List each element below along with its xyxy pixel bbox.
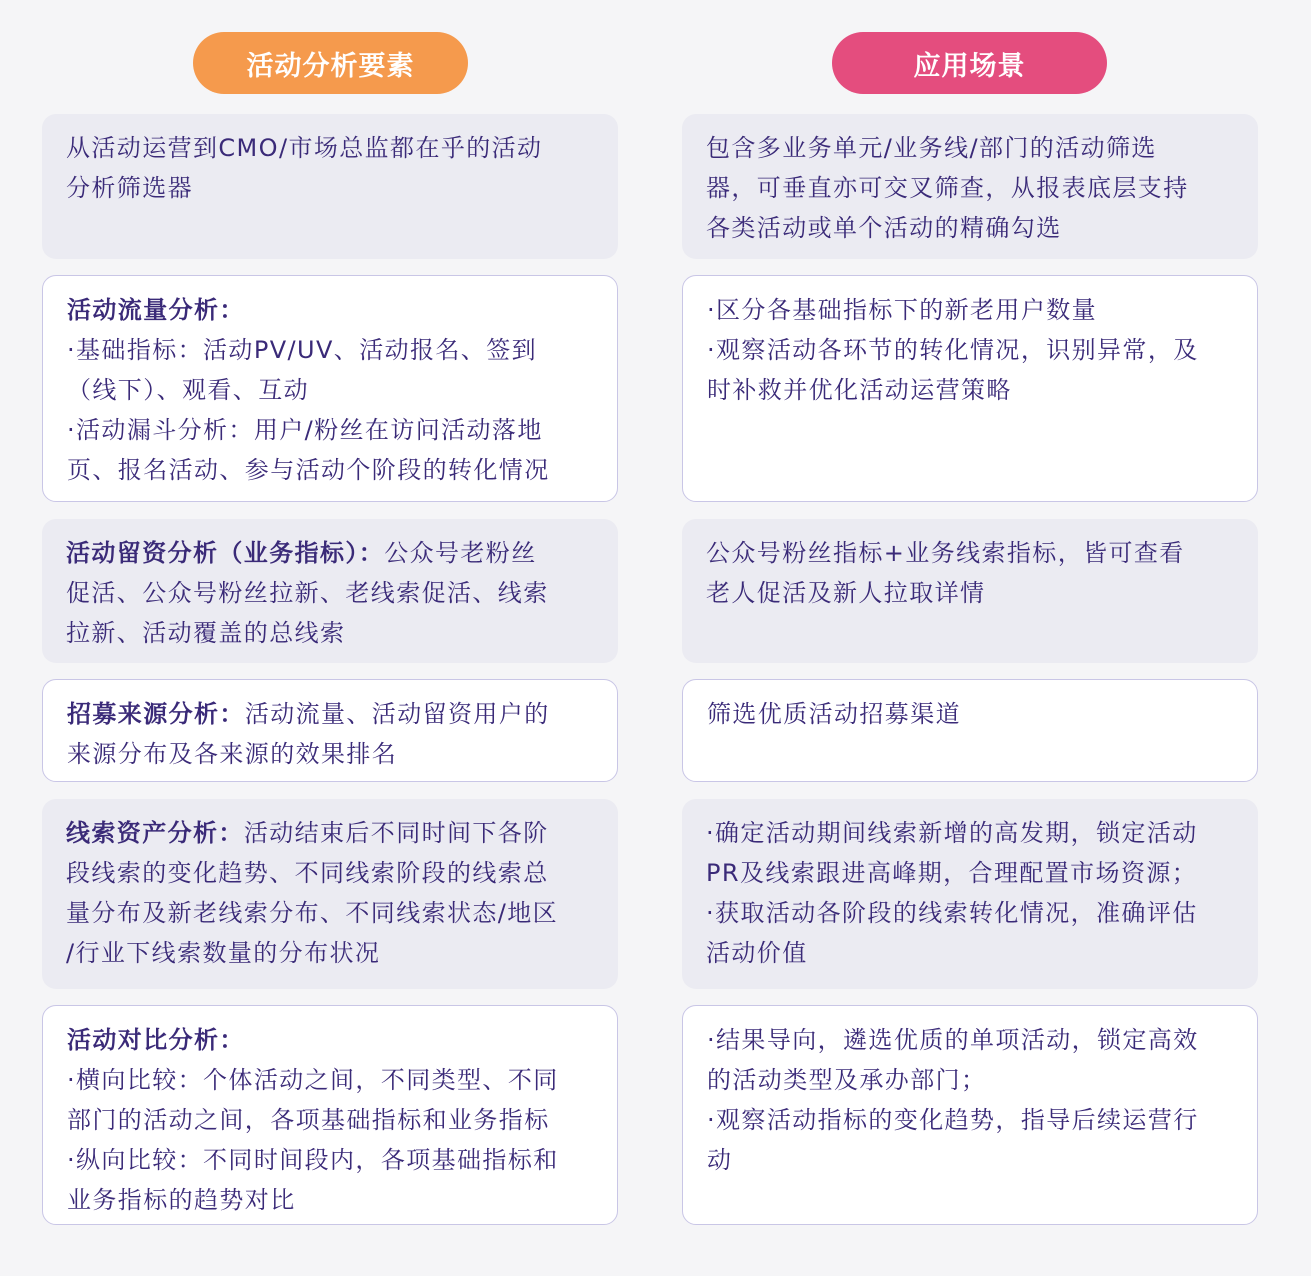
text-line xyxy=(66,533,596,573)
text-line: 部门的活动之间，各项基础指标和业务指标 xyxy=(67,1106,550,1134)
card-lead-asset-left xyxy=(42,799,618,989)
text-line: 老人促活及新人拉取详情 xyxy=(706,579,986,607)
text-line: 活动价值 xyxy=(706,939,808,967)
text-inline: 活动流量、活动留资用户的 xyxy=(244,700,550,728)
text-line: ·观察活动指标的变化趋势，指导后续运营行 xyxy=(707,1106,1199,1134)
text-line: 页、报名活动、参与活动个阶段的转化情况 xyxy=(67,456,550,484)
text-line: 筛选优质活动招募渠道 xyxy=(707,700,961,728)
text-line: ·确定活动期间线索新增的高发期，锁定活动 xyxy=(706,819,1198,847)
card-comparison-left xyxy=(42,1005,618,1225)
text-line: /行业下线索数量的分布状况 xyxy=(66,939,381,967)
text-line: 促活、公众号粉丝拉新、老线索促活、线索 xyxy=(66,579,549,607)
text-line: ·区分各基础指标下的新老用户数量 xyxy=(707,296,1098,324)
card-lead-retention-left xyxy=(42,519,618,663)
card-traffic-analysis-right xyxy=(682,275,1258,502)
text-line: 段线索的变化趋势、不同线索阶段的线索总 xyxy=(66,859,549,887)
card-recruit-source-left xyxy=(42,679,618,782)
text-inline: 公众号老粉丝 xyxy=(384,539,537,567)
card-recruit-source-right xyxy=(682,679,1258,782)
text-line xyxy=(67,694,595,734)
text-line: 动 xyxy=(707,1146,733,1174)
text-line: （线下）、观看、互动 xyxy=(67,376,309,404)
card-comparison-right xyxy=(682,1005,1258,1225)
card-filter-left xyxy=(42,114,618,259)
text-line: 拉新、活动覆盖的总线索 xyxy=(66,619,346,647)
card-title: 招募来源分析： xyxy=(67,700,245,728)
text-line: 时补救并优化活动运营策略 xyxy=(707,376,1012,404)
text-line: 各类活动或单个活动的精确勾选 xyxy=(706,214,1062,242)
text-line: 量分布及新老线索分布、不同线索状态/地区 xyxy=(66,899,559,927)
text-line: ·观察活动各环节的转化情况，识别异常，及 xyxy=(707,336,1199,364)
text-inline: 活动结束后不同时间下各阶 xyxy=(243,819,549,847)
card-lead-retention-right xyxy=(682,519,1258,663)
text-line: ·活动漏斗分析：用户/粉丝在访问活动落地 xyxy=(67,416,543,444)
text-line: ·结果导向，遴选优质的单项活动，锁定高效 xyxy=(707,1026,1199,1054)
header-analysis-elements: 活动分析要素 xyxy=(193,32,468,94)
text-line: 来源分布及各来源的效果排名 xyxy=(67,740,398,768)
card-title: 活动流量分析： xyxy=(67,296,245,324)
text-line: PR及线索跟进高峰期，合理配置市场资源； xyxy=(706,859,1198,887)
text-line: 业务指标的趋势对比 xyxy=(67,1186,296,1214)
text-line: 从活动运营到CMO/市场总监都在乎的活动 xyxy=(66,134,543,162)
text-line: ·纵向比较：不同时间段内，各项基础指标和 xyxy=(67,1146,559,1174)
text-line xyxy=(66,813,596,853)
text-line: 的活动类型及承办部门； xyxy=(707,1066,987,1094)
card-title: 线索资产分析： xyxy=(66,819,244,847)
text-line: 器，可垂直亦可交叉筛查，从报表底层支持 xyxy=(706,174,1189,202)
text-line: ·基础指标：活动PV/UV、活动报名、签到 xyxy=(67,336,537,364)
header-application-scenarios: 应用场景 xyxy=(832,32,1107,94)
text-line: 分析筛选器 xyxy=(66,174,193,202)
card-lead-asset-right xyxy=(682,799,1258,989)
card-title: 活动留资分析（业务指标）： xyxy=(66,539,385,567)
card-filter-right xyxy=(682,114,1258,259)
text-line: 包含多业务单元/业务线/部门的活动筛选 xyxy=(706,134,1157,162)
card-traffic-analysis-left xyxy=(42,275,618,502)
text-line: ·获取活动各阶段的线索转化情况，准确评估 xyxy=(706,899,1198,927)
text-line: 公众号粉丝指标+业务线索指标，皆可查看 xyxy=(706,539,1185,567)
text-line: ·横向比较：个体活动之间，不同类型、不同 xyxy=(67,1066,559,1094)
card-title: 活动对比分析： xyxy=(67,1026,245,1054)
